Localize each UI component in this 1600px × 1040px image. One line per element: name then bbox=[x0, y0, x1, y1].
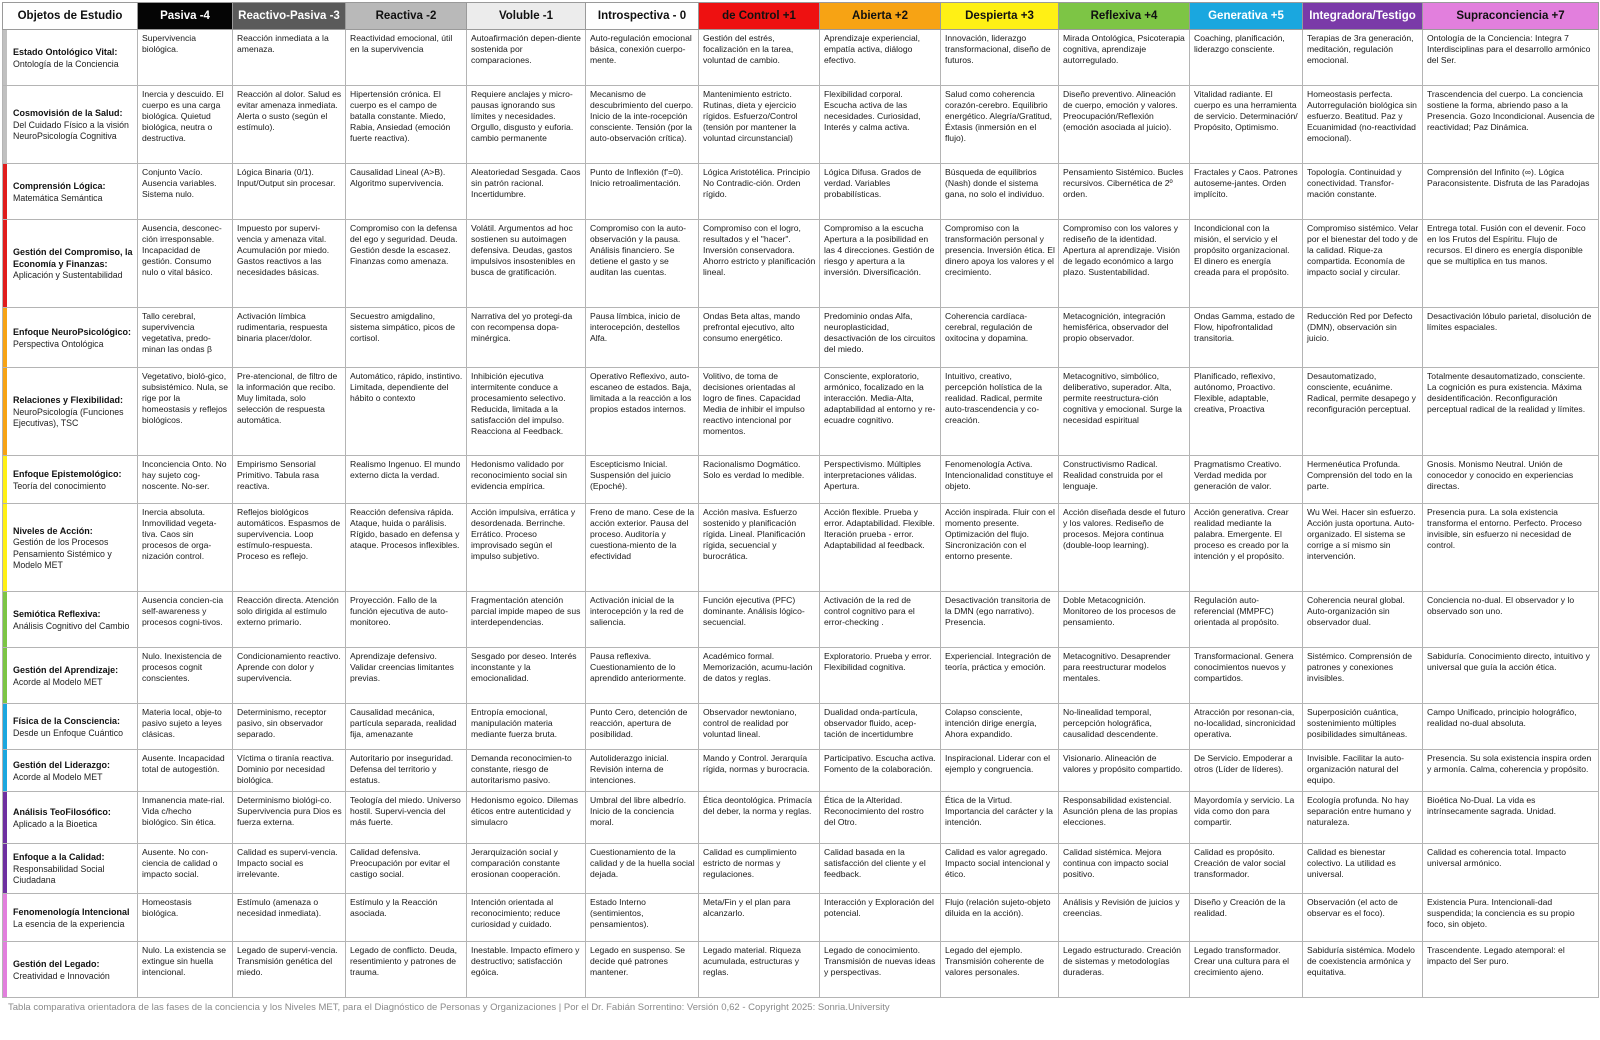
table-cell: Compromiso con la transformación personal y presencia. Inversión ética. El dinero apoya los valores y el crecimiento. bbox=[941, 220, 1059, 308]
table-cell: Diseño y Creación de la realidad. bbox=[1190, 894, 1303, 942]
table-cell: Legado estructurado. Creación de sistemas y metodologías duraderas. bbox=[1059, 942, 1190, 998]
row-title: Comprensión Lógica: bbox=[13, 181, 106, 192]
row-label bbox=[3, 592, 138, 648]
consciousness-levels-table bbox=[2, 2, 1599, 998]
row-title: Fenomenología Intencional bbox=[13, 907, 130, 918]
table-cell: Legado de conocimiento. Transmisión de nuevas ideas y perspectivas. bbox=[820, 942, 941, 998]
row-subtitle: NeuroPsicología (Funciones Ejecutivas), TSC bbox=[13, 407, 124, 429]
table-cell: Comprensión del Infinito (∞). Lógica Paraconsistente. Disfruta de las Paradojas bbox=[1423, 164, 1599, 220]
table-cell: Gnosis. Monismo Neutral. Unión de conocedor y conocido en experiencias directas. bbox=[1423, 456, 1599, 504]
row-title: Gestión del Aprendizaje: bbox=[13, 665, 119, 676]
table-cell: Bioética No-Dual. La vida es intrínsecamente sagrada. Unidad. bbox=[1423, 792, 1599, 844]
table-cell: Terapias de 3ra generación, meditación, regulación emocional. bbox=[1303, 30, 1423, 86]
column-header-level: Supraconciencia +7 bbox=[1423, 3, 1599, 30]
table-cell: Inmanencia mate-rial. Vida c/hecho biológico. Sin ética. bbox=[138, 792, 233, 844]
row-title: Estado Ontológico Vital: bbox=[13, 47, 118, 58]
row-label bbox=[3, 308, 138, 368]
row-label bbox=[3, 368, 138, 456]
table-cell: Académico formal. Memorización, acumu-lación de datos y reglas. bbox=[699, 648, 820, 704]
table-cell: Acción masiva. Esfuerzo sostenido y planificación rígida. Lineal. Planificación rígida, secuencial y burocrática. bbox=[699, 504, 820, 592]
table-row bbox=[3, 894, 1599, 942]
row-color-stripe bbox=[3, 456, 7, 503]
table-cell: Reacción directa. Atención solo dirigida al estímulo externo primario. bbox=[233, 592, 346, 648]
table-cell: Legado en suspenso. Se decide qué patrones mantener. bbox=[586, 942, 699, 998]
table-cell: Racionalismo Dogmático. Solo es verdad lo medible. bbox=[699, 456, 820, 504]
row-title: Física de la Consciencia: bbox=[13, 716, 121, 727]
table-cell: Pensamiento Sistémico. Bucles recursivos. Cibernética de 2º orden. bbox=[1059, 164, 1190, 220]
table-cell: Volátil. Argumentos ad hoc sostienen su autoimagen defensiva. Deudas, gastos impulsivos insostenibles en busca de gratificación. bbox=[467, 220, 586, 308]
table-cell: Consciente, exploratorio, armónico, focalizado en la interacción. Media-Alta, adaptabilidad al entorno y re-ecuadre cognitivo. bbox=[820, 368, 941, 456]
table-cell: Trascendente. Legado atemporal: el impacto del Ser puro. bbox=[1423, 942, 1599, 998]
table-cell: Entropía emocional, manipulación materia mediante fuerza bruta. bbox=[467, 704, 586, 750]
row-color-stripe bbox=[3, 648, 7, 703]
table-cell: Fractales y Caos. Patrones autoseme-jantes. Orden implícito. bbox=[1190, 164, 1303, 220]
table-cell: Cuestionamiento de la calidad y de la huella social dejada. bbox=[586, 844, 699, 894]
table-cell: Observador newtoniano, control de realidad por voluntad lineal. bbox=[699, 704, 820, 750]
table-cell: Calidad defensiva. Preocupación por evitar el castigo social. bbox=[346, 844, 467, 894]
table-cell: Fenomenología Activa. Intencionalidad constituye el objeto. bbox=[941, 456, 1059, 504]
table-cell: Incondicional con la misión, el servicio y el propósito organizacional. El dinero es energía creada para el propósito. bbox=[1190, 220, 1303, 308]
table-cell: Sesgado por deseo. Interés inconstante y la emocionalidad. bbox=[467, 648, 586, 704]
table-cell: Activación límbica rudimentaria, respuesta binaria placer/dolor. bbox=[233, 308, 346, 368]
row-label bbox=[3, 750, 138, 792]
table-cell: Inestable. Impacto efímero y destructivo; satisfacción egóica. bbox=[467, 942, 586, 998]
table-cell: Transformacional. Genera conocimientos nuevos y compartidos. bbox=[1190, 648, 1303, 704]
table-row bbox=[3, 942, 1599, 998]
table-cell: Calidad es propósito. Creación de valor social transformador. bbox=[1190, 844, 1303, 894]
table-cell: Activación inicial de la interocepción y la red de saliencia. bbox=[586, 592, 699, 648]
table-cell: Pausa reflexiva. Cuestionamiento de lo aprendido anteriormente. bbox=[586, 648, 699, 704]
row-label bbox=[3, 844, 138, 894]
table-cell: Topología. Continuidad y conectividad. Transfor-mación constante. bbox=[1303, 164, 1423, 220]
row-subtitle: Aplicado a la Bioetica bbox=[13, 818, 98, 829]
row-subtitle: Perspectiva Ontológica bbox=[13, 338, 104, 349]
table-cell: Meta/Fin y el plan para alcanzarlo. bbox=[699, 894, 820, 942]
table-row bbox=[3, 844, 1599, 894]
row-subtitle: Matemática Semántica bbox=[13, 192, 103, 203]
table-cell: Homeostasis biológica. bbox=[138, 894, 233, 942]
row-label bbox=[3, 30, 138, 86]
row-label bbox=[3, 704, 138, 750]
table-cell: Nulo. La existencia se extingue sin huella intencional. bbox=[138, 942, 233, 998]
table-cell: Mayordomía y servicio. La vida como don para compartir. bbox=[1190, 792, 1303, 844]
table-cell: Participativo. Escucha activa. Fomento de la colaboración. bbox=[820, 750, 941, 792]
table-cell: Reflejos biológicos automáticos. Espasmos de supervivencia. Loop estímulo-respuesta. Proceso es reflejo. bbox=[233, 504, 346, 592]
table-cell: Pragmatismo Creativo. Verdad medida por generación de valor. bbox=[1190, 456, 1303, 504]
table-cell: Gestión del estrés, focalización en la tarea, voluntad de cambio. bbox=[699, 30, 820, 86]
table-row bbox=[3, 30, 1599, 86]
table-cell: Acción flexible. Prueba y error. Adaptabilidad. Flexible. Iteración prueba - error. Adaptabilidad al feedback. bbox=[820, 504, 941, 592]
row-subtitle: Responsabilidad Social Ciudadana bbox=[13, 864, 105, 886]
table-cell: Empirismo Sensorial Primitivo. Tabula rasa reactiva. bbox=[233, 456, 346, 504]
table-cell: Wu Wei. Hacer sin esfuerzo. Acción justa oportuna. Auto-organizado. El sistema se corrige a sí mismo sin intervención. bbox=[1303, 504, 1423, 592]
table-cell: Autoafirmación depen-diente sostenida por comparaciones. bbox=[467, 30, 586, 86]
table-cell: Campo Unificado, principio holográfico, realidad no-dual absoluta. bbox=[1423, 704, 1599, 750]
row-subtitle: Desde un Enfoque Cuántico bbox=[13, 727, 124, 738]
table-cell: Automático, rápido, instintivo. Limitada, dependiente del hábito o contexto bbox=[346, 368, 467, 456]
table-cell: Interacción y Exploración del potencial. bbox=[820, 894, 941, 942]
table-cell: Sabiduría sistémica. Modelo de coexistencia armónica y equitativa. bbox=[1303, 942, 1423, 998]
table-cell: Freno de mano. Cese de la acción exterior. Pausa del proceso. Auditoría y cuestiona-miento de la efectividad bbox=[586, 504, 699, 592]
row-color-stripe bbox=[3, 30, 7, 85]
table-cell: Doble Metacognición. Monitoreo de los procesos de pensamiento. bbox=[1059, 592, 1190, 648]
table-cell: Requiere anclajes y micro-pausas ignorando sus límites y necesidades. Orgullo, disgusto y euforia. cambio permanente bbox=[467, 86, 586, 164]
row-subtitle: Acorde al Modelo MET bbox=[13, 676, 103, 687]
comparison-sheet bbox=[2, 2, 1598, 1013]
row-title: Cosmovisión de la Salud: bbox=[13, 108, 123, 119]
table-cell: Exploratorio. Prueba y error. Flexibilidad cognitiva. bbox=[820, 648, 941, 704]
column-header-level: Generativa +5 bbox=[1190, 3, 1303, 30]
row-title: Enfoque Epistemológico: bbox=[13, 469, 122, 480]
table-cell: Ausente. Incapacidad total de autogestión. bbox=[138, 750, 233, 792]
table-cell: Hedonismo egoico. Dilemas éticos entre autenticidad y simulacro bbox=[467, 792, 586, 844]
table-row bbox=[3, 750, 1599, 792]
row-label bbox=[3, 456, 138, 504]
table-row bbox=[3, 456, 1599, 504]
table-cell: Lógica Binaria (0/1). Input/Output sin procesar. bbox=[233, 164, 346, 220]
table-cell: Activación de la red de control cognitivo para el error-checking . bbox=[820, 592, 941, 648]
column-header-level: Reactivo-Pasiva -3 bbox=[233, 3, 346, 30]
table-cell: Coherencia cardíaca-cerebral, regulación de oxitocina y dopamina. bbox=[941, 308, 1059, 368]
table-cell: Determinismo biológi-co. Supervivencia pura Dios es fuerza externa. bbox=[233, 792, 346, 844]
row-subtitle: Acorde al Modelo MET bbox=[13, 771, 103, 782]
header-row bbox=[3, 3, 1599, 30]
row-title: Semiótica Reflexiva: bbox=[13, 609, 101, 620]
table-cell: Compromiso con la auto-observación y la pausa. Análisis financiero. Se detiene el gasto y se auditan las cuentas. bbox=[586, 220, 699, 308]
table-cell: Calidad sistémica. Mejora continua con impacto social positivo. bbox=[1059, 844, 1190, 894]
row-title: Enfoque NeuroPsicológico: bbox=[13, 327, 132, 338]
table-cell: Ética de la Alteridad. Reconocimiento del rostro del Otro. bbox=[820, 792, 941, 844]
table-cell: Perspectivismo. Múltiples interpretaciones válidas. Apertura. bbox=[820, 456, 941, 504]
table-cell: Aprendizaje defensivo. Validar creencias limitantes previas. bbox=[346, 648, 467, 704]
table-cell: Mirada Ontológica, Psicoterapia cognitiva, aprendizaje autorregulado. bbox=[1059, 30, 1190, 86]
table-cell: Inercia absoluta. Inmovilidad vegeta-tiva. Caos sin procesos de orga-nización control. bbox=[138, 504, 233, 592]
footer-caption: Tabla comparativa orientadora de las fases de la conciencia y los Niveles MET, para el Diagnóstico de Personas y Organizaciones | Por el Dr. Fabián Sorrentino: Versión 0,62 - Copyright 2025: Sonria.University bbox=[8, 1002, 890, 1013]
row-subtitle: Aplicación y Sustentabilidad bbox=[13, 270, 123, 281]
row-label bbox=[3, 504, 138, 592]
row-color-stripe bbox=[3, 942, 7, 997]
column-header-level: Despierta +3 bbox=[941, 3, 1059, 30]
table-cell: Conciencia no-dual. El observador y lo observado son uno. bbox=[1423, 592, 1599, 648]
table-cell: Materia local, obje-to pasivo sujeto a leyes clásicas. bbox=[138, 704, 233, 750]
table-cell: Compromiso sistémico. Velar por el bienestar del todo y de la calidad. Rique-za compartida. Economía de impacto social y circular. bbox=[1303, 220, 1423, 308]
table-cell: Flujo (relación sujeto-objeto diluida en la acción). bbox=[941, 894, 1059, 942]
table-cell: Ondas Beta altas, mando prefrontal ejecutivo, alto consumo energético. bbox=[699, 308, 820, 368]
table-cell: Visionario. Alineación de valores y propósito compartido. bbox=[1059, 750, 1190, 792]
table-cell: Reacción al dolor. Salud es evitar amenaza inmediata. Alerta o susto (según el estímulo). bbox=[233, 86, 346, 164]
table-cell: Demanda reconocimien-to constante, riesgo de autoritarismo pasivo. bbox=[467, 750, 586, 792]
table-cell: Estado Interno (sentimientos, pensamientos). bbox=[586, 894, 699, 942]
table-cell: Diseño preventivo. Alineación de cuerpo, emoción y valores. Preocupación/Reflexión (emoción asociada al juicio). bbox=[1059, 86, 1190, 164]
table-cell: Hipertensión crónica. El cuerpo es el campo de batalla constante. Miedo, Rabia, Ansiedad (emoción fuerte reactiva). bbox=[346, 86, 467, 164]
table-cell: Ética deontológica. Primacía del deber, la norma y reglas. bbox=[699, 792, 820, 844]
table-cell: Vitalidad radiante. El cuerpo es una herramienta de servicio. Determinación/ Propósito, Optimismo. bbox=[1190, 86, 1303, 164]
table-cell: Legado de conflicto. Deuda, resentimiento y patrones de trauma. bbox=[346, 942, 467, 998]
column-header-objects: Objetos de Estudio bbox=[3, 3, 138, 30]
row-label bbox=[3, 894, 138, 942]
table-cell: Inercia y descuido. El cuerpo es una carga biológica. Quietud biológica, neutra o destructiva. bbox=[138, 86, 233, 164]
table-cell: Búsqueda de equilibrios (Nash) donde el sistema gana, no solo el individuo. bbox=[941, 164, 1059, 220]
table-cell: Compromiso a la escucha Apertura a la posibilidad en las 4 direcciones. Gestión de riesgo y apertura a la inversión. Diversificación. bbox=[820, 220, 941, 308]
table-row bbox=[3, 648, 1599, 704]
row-color-stripe bbox=[3, 592, 7, 647]
table-cell: Condicionamiento reactivo. Aprende con dolor y supervivencia. bbox=[233, 648, 346, 704]
row-color-stripe bbox=[3, 792, 7, 843]
table-cell: Acción generativa. Crear realidad mediante la palabra. Emergente. El proceso es creado por la intención y el propósito. bbox=[1190, 504, 1303, 592]
table-cell: Compromiso con los valores y rediseño de la identidad. Apertura al aprendizaje. Visión de legado económico a largo plazo. Sustentabilidad. bbox=[1059, 220, 1190, 308]
table-cell: Sabiduría. Conocimiento directo, intuitivo y universal que guía la acción ética. bbox=[1423, 648, 1599, 704]
table-cell: Constructivismo Radical. Realidad construida por el lenguaje. bbox=[1059, 456, 1190, 504]
table-cell: Ausencia, desconec- ción irresponsable. Incapacidad de gestión. Consumo nulo o vital básico. bbox=[138, 220, 233, 308]
table-cell: Experiencial. Integración de teoría, práctica y emoción. bbox=[941, 648, 1059, 704]
table-cell: Presencia. Su sola existencia inspira orden y armonía. Calma, coherencia y propósito. bbox=[1423, 750, 1599, 792]
table-cell: Pre-atencional, de filtro de la información que recibo. Muy limitada, solo selección de respuesta automática. bbox=[233, 368, 346, 456]
table-cell: Punto Cero, detención de reacción, apertura de posibilidad. bbox=[586, 704, 699, 750]
table-cell: Fragmentación atención parcial impide mapeo de sus interdependencias. bbox=[467, 592, 586, 648]
table-cell: Jerarquización social y comparación constante erosionan cooperación. bbox=[467, 844, 586, 894]
table-cell: Secuestro amigdalino, sistema simpático, picos de cortisol. bbox=[346, 308, 467, 368]
table-cell: Volitivo, de toma de decisiones orientadas al logro de fines. Capacidad Media de inhibir el impulso reactivo intencional por momentos. bbox=[699, 368, 820, 456]
table-cell: Acción impulsiva, errática y desordenada. Berrinche. Errático. Proceso improvisado según el impulso subjetivo. bbox=[467, 504, 586, 592]
row-color-stripe bbox=[3, 368, 7, 455]
table-cell: Vegetativo, bioló-gico, subsistémico. Nula, se rige por la homeostasis y reflejos biológicos. bbox=[138, 368, 233, 456]
table-cell: Observación (el acto de observar es el foco). bbox=[1303, 894, 1423, 942]
table-row bbox=[3, 592, 1599, 648]
table-cell: Narrativa del yo protegi-da con recompensa dopa-minérgica. bbox=[467, 308, 586, 368]
table-cell: Acción inspirada. Fluir con el momento presente. Optimización del flujo. Sincronización con el entorno presente. bbox=[941, 504, 1059, 592]
table-cell: Reacción inmediata a la amenaza. bbox=[233, 30, 346, 86]
table-cell: Proyección. Fallo de la función ejecutiva de auto-monitoreo. bbox=[346, 592, 467, 648]
row-color-stripe bbox=[3, 504, 7, 591]
table-cell: Calidad es supervi-vencia. Impacto social es irrelevante. bbox=[233, 844, 346, 894]
table-cell: Inhibición ejecutiva intermitente conduce a procesamiento selectivo. Reducida, limitada a la satisfacción del impulso. Reacciona al Feedback. bbox=[467, 368, 586, 456]
table-cell: Innovación, liderazgo transformacional, diseño de futuros. bbox=[941, 30, 1059, 86]
table-cell: Aprendizaje experiencial, empatía activa, diálogo efectivo. bbox=[820, 30, 941, 86]
table-cell: Mecanismo de descubrimiento del cuerpo. Inicio de la inte-rocepción consciente. Tensión (por la auto-observación crítica). bbox=[586, 86, 699, 164]
table-cell: Intención orientada al reconocimiento; reduce curiosidad y cuidado. bbox=[467, 894, 586, 942]
table-cell: Causalidad mecánica, partícula separada, realidad fija, amenazante bbox=[346, 704, 467, 750]
table-cell: Impuesto por supervi-vencia y amenaza vital. Acumulación por miedo. Gastos reactivos a las necesidades básicas. bbox=[233, 220, 346, 308]
row-label bbox=[3, 220, 138, 308]
table-cell: Estímulo (amenaza o necesidad inmediata). bbox=[233, 894, 346, 942]
row-color-stripe bbox=[3, 750, 7, 791]
table-cell: Flexibilidad corporal. Escucha activa de las necesidades. Curiosidad, Interés y calma activa. bbox=[820, 86, 941, 164]
row-title: Gestión del Compromiso, la Economía y Finanzas: bbox=[13, 247, 133, 269]
table-cell: Víctima o tiranía reactiva. Dominio por necesidad biológica. bbox=[233, 750, 346, 792]
table-cell: Reacción defensiva rápida. Ataque, huida o parálisis. Rígido, basado en defensa y ataque. Procesos inflexibles. bbox=[346, 504, 467, 592]
table-cell: Nulo. Inexistencia de procesos cognit conscientes. bbox=[138, 648, 233, 704]
table-cell: Atracción por resonan-cia, no-localidad, sincronicidad operativa. bbox=[1190, 704, 1303, 750]
table-cell: Calidad basada en la satisfacción del cliente y el feedback. bbox=[820, 844, 941, 894]
row-subtitle: Gestión de los Procesos Pensamiento Sistémico y Modelo MET bbox=[13, 537, 112, 570]
table-cell: Escepticismo Inicial. Suspensión del juicio (Epoché). bbox=[586, 456, 699, 504]
column-header-level: de Control +1 bbox=[699, 3, 820, 30]
table-cell: Legado material. Riqueza acumulada, estructuras y reglas. bbox=[699, 942, 820, 998]
table-cell: Legado del ejemplo. Transmisión coherente de valores personales. bbox=[941, 942, 1059, 998]
table-body bbox=[3, 30, 1599, 998]
table-cell: Ondas Gamma, estado de Flow, hipofrontalidad transitoria. bbox=[1190, 308, 1303, 368]
table-cell: Hedonismo validado por reconocimiento social sin evidencia empírica. bbox=[467, 456, 586, 504]
table-row bbox=[3, 368, 1599, 456]
table-cell: Planificado, reflexivo, autónomo, Proactivo. Flexible, adaptable, creativa, Proactiva bbox=[1190, 368, 1303, 456]
table-cell: Calidad es coherencia total. Impacto universal armónico. bbox=[1423, 844, 1599, 894]
row-color-stripe bbox=[3, 220, 7, 307]
table-row bbox=[3, 220, 1599, 308]
row-color-stripe bbox=[3, 894, 7, 941]
table-cell: Homeostasis perfecta. Autorregulación biológica sin esfuerzo. Beatitud. Paz y Ecuanimidad (no-reactividad emocional). bbox=[1303, 86, 1423, 164]
table-cell: No-linealidad temporal, percepción holográfica, causalidad descendente. bbox=[1059, 704, 1190, 750]
table-cell: Lógica Aristotélica. Principio No Contradic-ción. Orden rígido. bbox=[699, 164, 820, 220]
table-cell: Lógica Difusa. Grados de verdad. Variables probabilísticas. bbox=[820, 164, 941, 220]
table-header bbox=[3, 3, 1599, 30]
table-cell: Invisible. Facilitar la auto-organización natural del equipo. bbox=[1303, 750, 1423, 792]
row-color-stripe bbox=[3, 164, 7, 219]
table-cell: Función ejecutiva (PFC) dominante. Análisis lógico-secuencial. bbox=[699, 592, 820, 648]
table-cell: Tallo cerebral, supervivencia vegetativa, predo-minan las ondas β bbox=[138, 308, 233, 368]
table-row bbox=[3, 164, 1599, 220]
table-cell: Punto de Inflexión (f'=0). Inicio retroalimentación. bbox=[586, 164, 699, 220]
row-title: Relaciones y Flexibilidad: bbox=[13, 395, 124, 406]
row-color-stripe bbox=[3, 86, 7, 163]
table-row bbox=[3, 308, 1599, 368]
table-cell: Sistémico. Comprensión de patrones y conexiones invisibles. bbox=[1303, 648, 1423, 704]
column-header-level: Integradora/Testigo bbox=[1303, 3, 1423, 30]
row-subtitle: Ontología de la Conciencia bbox=[13, 58, 119, 69]
row-title: Niveles de Acción: bbox=[13, 525, 93, 536]
table-cell: Metacognitivo. Desaprender para reestructurar modelos mentales. bbox=[1059, 648, 1190, 704]
table-cell: Legado transformador. Crear una cultura para el crecimiento ajeno. bbox=[1190, 942, 1303, 998]
table-cell: Existencia Pura. Intencionali-dad suspendida; la conciencia es su propio foco, sin objeto. bbox=[1423, 894, 1599, 942]
table-cell: Desautomatizado, consciente, ecuánime. Radical, permite desapego y reconfiguración perceptual. bbox=[1303, 368, 1423, 456]
table-cell: Aleatoriedad Sesgada. Caos sin patrón racional. Incertidumbre. bbox=[467, 164, 586, 220]
row-title: Gestión del Legado: bbox=[13, 959, 100, 970]
table-cell: Coaching, planificación, liderazgo consciente. bbox=[1190, 30, 1303, 86]
table-cell: Mando y Control. Jerarquía rígida, normas y burocracia. bbox=[699, 750, 820, 792]
table-cell: Trascendencia del cuerpo. La conciencia sostiene la forma, abriendo paso a la Presencia. Gozo Incondicional. Ausencia de reactividad; Paz Dinámica. bbox=[1423, 86, 1599, 164]
table-row bbox=[3, 86, 1599, 164]
column-header-level: Introspectiva - 0 bbox=[586, 3, 699, 30]
table-cell: Calidad es bienestar colectivo. La utilidad es universal. bbox=[1303, 844, 1423, 894]
table-cell: Determinismo, receptor pasivo, sin observador separado. bbox=[233, 704, 346, 750]
table-cell: Acción diseñada desde el futuro y los valores. Rediseño de procesos. Mejora continua (double-loop learning). bbox=[1059, 504, 1190, 592]
table-cell: Estímulo y la Reacción asociada. bbox=[346, 894, 467, 942]
table-cell: Metacognitivo, simbólico, deliberativo, superador. Alta, permite reestructura-ción cognitiva y emocional. Surge la necesidad espiritual bbox=[1059, 368, 1190, 456]
table-cell: Compromiso con el logro, resultados y el "hacer". Inversión conservadora. Ahorro estricto y planificación lineal. bbox=[699, 220, 820, 308]
row-subtitle: Teoría del conocimiento bbox=[13, 480, 106, 491]
table-cell: Presencia pura. La sola existencia transforma el entorno. Perfecto. Proceso invisible, sin esfuerzo ni necesidad de control. bbox=[1423, 504, 1599, 592]
table-cell: Autoritario por inseguridad. Defensa del territorio y estatus. bbox=[346, 750, 467, 792]
table-cell: Calidad es cumplimiento estricto de normas y regulaciones. bbox=[699, 844, 820, 894]
table-cell: Totalmente desautomatizado, consciente. La cognición es pura existencia. Máxima desidentificación. Reconfiguración perceptual radical de la realidad y límites. bbox=[1423, 368, 1599, 456]
row-title: Enfoque a la Calidad: bbox=[13, 852, 105, 863]
table-cell: Hermenéutica Profunda. Comprensión del todo en la parte. bbox=[1303, 456, 1423, 504]
table-cell: Realismo Ingenuo. El mundo externo dicta la verdad. bbox=[346, 456, 467, 504]
table-cell: Superposición cuántica, sostenimiento múltiples posibilidades simultáneas. bbox=[1303, 704, 1423, 750]
table-cell: Legado de supervi-vencia. Transmisión genética del miedo. bbox=[233, 942, 346, 998]
row-label bbox=[3, 164, 138, 220]
table-row bbox=[3, 704, 1599, 750]
table-cell: Colapso consciente, intención dirige energía, Ahora expandido. bbox=[941, 704, 1059, 750]
row-color-stripe bbox=[3, 844, 7, 893]
table-cell: Regulación auto-referencial (MMPFC) orientada al propósito. bbox=[1190, 592, 1303, 648]
row-color-stripe bbox=[3, 308, 7, 367]
table-cell: Ecología profunda. No hay separación entre humano y naturaleza. bbox=[1303, 792, 1423, 844]
table-cell: Responsabilidad existencial. Asunción plena de las propias elecciones. bbox=[1059, 792, 1190, 844]
table-cell: Umbral del libre albedrío. Inicio de la conciencia moral. bbox=[586, 792, 699, 844]
table-cell: Análisis y Revisión de juicios y creencias. bbox=[1059, 894, 1190, 942]
table-cell: Reactividad emocional, útil en la supervivencia bbox=[346, 30, 467, 86]
table-row bbox=[3, 792, 1599, 844]
table-cell: Ontología de la Conciencia: Integra 7 Interdisciplinas para el desarrollo armónico del Ser. bbox=[1423, 30, 1599, 86]
table-cell: Dualidad onda-partícula, observador fluido, acep-tación de incertidumbre bbox=[820, 704, 941, 750]
column-header-level: Voluble -1 bbox=[467, 3, 586, 30]
table-cell: Coherencia neural global. Auto-organización sin observador dual. bbox=[1303, 592, 1423, 648]
table-cell: Desactivación lóbulo parietal, disolución de límites espaciales. bbox=[1423, 308, 1599, 368]
row-subtitle: Análisis Cognitivo del Cambio bbox=[13, 620, 130, 631]
table-cell: Causalidad Lineal (A>B). Algoritmo supervivencia. bbox=[346, 164, 467, 220]
table-cell: Desactivación transitoria de la DMN (ego narrativo). Presencia. bbox=[941, 592, 1059, 648]
row-subtitle: Del Cuidado Físico a la visión NeuroPsicología Cognitiva bbox=[13, 120, 129, 142]
column-header-level: Abierta +2 bbox=[820, 3, 941, 30]
table-cell: Intuitivo, creativo, percepción holística de la realidad. Radical, permite auto-trascendencia y co-creación. bbox=[941, 368, 1059, 456]
table-cell: Ausencia concien-cia self-awareness y procesos cogni-tivos. bbox=[138, 592, 233, 648]
table-row bbox=[3, 504, 1599, 592]
row-label bbox=[3, 942, 138, 998]
table-cell: Entrega total. Fusión con el devenir. Foco en los Frutos del Espíritu. Flujo de recursos. El dinero es energía disponible que se multiplica en tus manos. bbox=[1423, 220, 1599, 308]
row-subtitle: La esencia de la experiencia bbox=[13, 918, 125, 929]
table-cell: Calidad es valor agregado. Impacto social intencional y ético. bbox=[941, 844, 1059, 894]
table-cell: De Servicio. Empoderar a otros (Líder de líderes). bbox=[1190, 750, 1303, 792]
table-cell: Salud como coherencia corazón-cerebro. Equilibrio energético. Alegría/Gratitud, Éxtasis (inmersión en el flujo). bbox=[941, 86, 1059, 164]
row-label bbox=[3, 86, 138, 164]
column-header-level: Pasiva -4 bbox=[138, 3, 233, 30]
column-header-level: Reactiva -2 bbox=[346, 3, 467, 30]
row-label bbox=[3, 648, 138, 704]
table-cell: Teología del miedo. Universo hostil. Supervi-vencia del más fuerte. bbox=[346, 792, 467, 844]
table-cell: Operativo Reflexivo, auto-escaneo de estados. Baja, limitada a la reacción a los propios estados internos. bbox=[586, 368, 699, 456]
table-cell: Mantenimiento estricto. Rutinas, dieta y ejercicio rígidos. Esfuerzo/Control (tensión por mantener la voluntad circunstancial) bbox=[699, 86, 820, 164]
table-cell: Autoliderazgo inicial. Revisión interna de intenciones. bbox=[586, 750, 699, 792]
row-subtitle: Creatividad e Innovación bbox=[13, 970, 110, 981]
table-cell: Compromiso con la defensa del ego y seguridad. Deuda. Gestión desde la escasez. Finanzas como amenaza. bbox=[346, 220, 467, 308]
table-cell: Conjunto Vacío. Ausencia variables. Sistema nulo. bbox=[138, 164, 233, 220]
column-header-level: Reflexiva +4 bbox=[1059, 3, 1190, 30]
row-title: Gestión del Liderazgo: bbox=[13, 760, 111, 771]
table-cell: Auto-regulación emocional básica, conexión cuerpo-mente. bbox=[586, 30, 699, 86]
row-label bbox=[3, 792, 138, 844]
table-cell: Ética de la Virtud. Importancia del carácter y la intención. bbox=[941, 792, 1059, 844]
table-cell: Inspiracional. Liderar con el ejemplo y congruencia. bbox=[941, 750, 1059, 792]
row-color-stripe bbox=[3, 704, 7, 749]
table-cell: Ausente. No con-ciencia de calidad o impacto social. bbox=[138, 844, 233, 894]
table-cell: Reducción Red por Defecto (DMN), observación sin juicio. bbox=[1303, 308, 1423, 368]
row-title: Análisis TeoFilosófico: bbox=[13, 807, 111, 818]
table-cell: Supervivencia biológica. bbox=[138, 30, 233, 86]
table-cell: Predominio ondas Alfa, neuroplasticidad, desactivación de los circuitos del miedo. bbox=[820, 308, 941, 368]
table-cell: Inconciencia Onto. No hay sujeto cog-noscente. No-ser. bbox=[138, 456, 233, 504]
table-cell: Metacognición, integración hemisférica, observador del propio observador. bbox=[1059, 308, 1190, 368]
table-cell: Pausa límbica, inicio de interocepción, destellos Alfa. bbox=[586, 308, 699, 368]
